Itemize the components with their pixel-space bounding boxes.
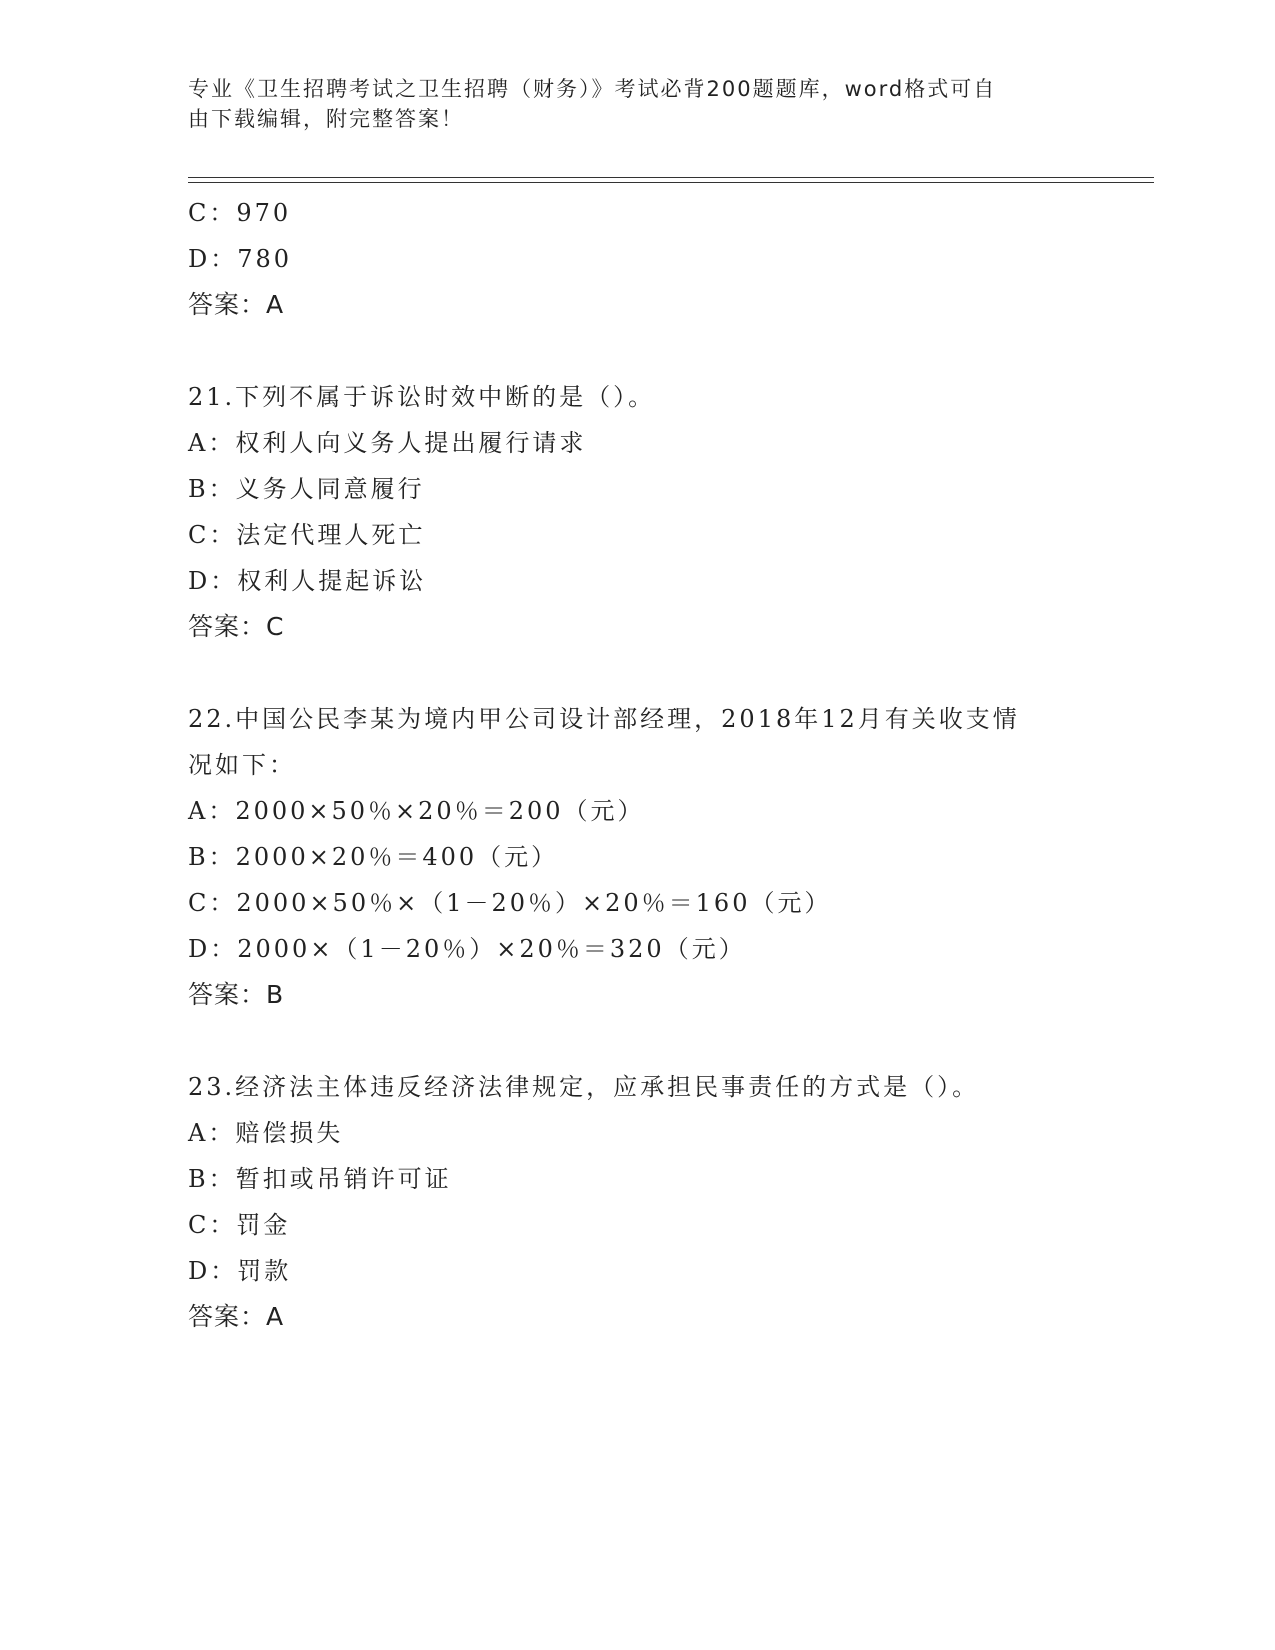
header-divider-top (188, 177, 1154, 178)
question-21-option-b: B：义务人同意履行 (188, 475, 425, 503)
prev-question-option-d: D：780 (188, 245, 293, 273)
header-title-line-1: 专业《卫生招聘考试之卫生招聘（财务）》考试必背200题题库，word格式可自 (188, 77, 997, 101)
question-21-option-a: A：权利人向义务人提出履行请求 (188, 429, 587, 457)
question-list (188, 190, 1138, 1340)
question-23-option-d: D：罚款 (188, 1257, 292, 1285)
question-22-stem-line-2: 况如下： (188, 751, 296, 779)
question-22-option-c: C：2000×50％×（1－20％）×20％＝160（元） (188, 889, 832, 917)
header-divider-bottom (188, 182, 1154, 183)
question-21-stem: 21.下列不属于诉讼时效中断的是（）。 (188, 383, 656, 411)
header-title-line-2: 由下载编辑，附完整答案！ (188, 107, 464, 131)
question-22-answer: 答案：B (188, 980, 285, 1009)
prev-question-answer: 答案：A (188, 290, 285, 319)
document-header (188, 74, 1088, 134)
spacer (188, 1018, 1138, 1064)
spacer (188, 650, 1138, 696)
question-22-stem-line-1: 22.中国公民李某为境内甲公司设计部经理，2018年12月有关收支情 (188, 705, 1020, 733)
question-21-option-c: C：法定代理人死亡 (188, 521, 426, 549)
question-23-answer: 答案：A (188, 1302, 285, 1331)
question-23-option-c: C：罚金 (188, 1211, 291, 1239)
question-21-option-d: D：权利人提起诉讼 (188, 567, 427, 595)
question-23-option-b: B：暂扣或吊销许可证 (188, 1165, 452, 1193)
question-22-option-a: A：2000×50％×20％＝200（元） (188, 797, 645, 825)
question-22-option-d: D：2000×（1－20％）×20％＝320（元） (188, 935, 746, 963)
spacer (188, 328, 1138, 374)
question-22-option-b: B：2000×20％＝400（元） (188, 843, 559, 871)
prev-question-option-c: C：970 (188, 199, 292, 227)
question-21-answer: 答案：C (188, 612, 285, 641)
question-23-option-a: A：赔偿损失 (188, 1119, 344, 1147)
question-23-stem: 23.经济法主体违反经济法律规定，应承担民事责任的方式是（）。 (188, 1073, 980, 1101)
